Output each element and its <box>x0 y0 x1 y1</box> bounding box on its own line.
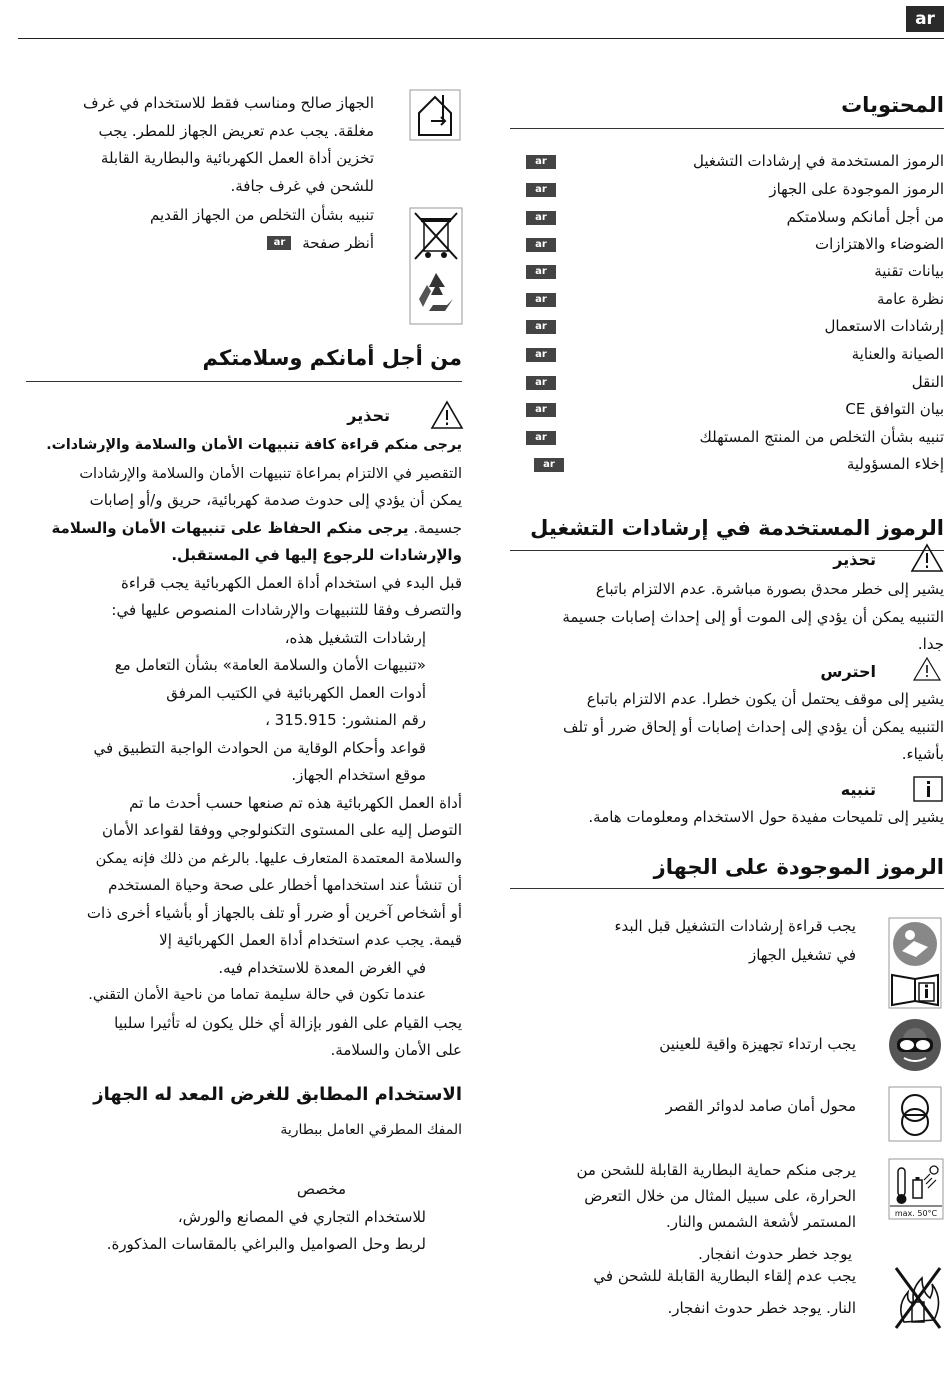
symbols-manual-title: الرموز المستخدمة في إرشادات التشغيل <box>530 516 944 540</box>
intended-use-device: المفك المطرقي العامل ببطارية <box>280 1122 462 1138</box>
toc-item[interactable]: إرشادات الاستعمال ar <box>510 317 944 343</box>
section-rule <box>510 888 944 889</box>
warning-description: يشير إلى خطر محدق بصورة مباشرة. عدم الالتزام باتباع التنبيه يمكن أن يؤدي إلى الموت أو إلى إحداث إصابات جسيمة جدا. <box>562 580 944 653</box>
indoor-use-icon <box>409 89 461 141</box>
disposal-note: تنبيه بشأن التخلص من الجهاز القديم أنظر صفحة ar <box>149 206 374 252</box>
read-manual-text: يجب قراءة إرشادات التشغيل قبل البدء في تشغيل الجهاز <box>614 917 856 964</box>
no-fire-text: يجب عدم إلقاء البطارية القابلة للشحن في النار. يوجد خطر حدوث انفجار. <box>593 1267 856 1317</box>
info-icon <box>913 776 943 802</box>
toc-item[interactable]: الصيانة والعناية ar <box>510 345 944 371</box>
toc-rule <box>510 128 944 129</box>
caution-label: احترس <box>820 662 876 681</box>
toc-item[interactable]: إخلاء المسؤولية ar <box>510 455 944 481</box>
toc-item[interactable]: بيان التوافق CE ar <box>510 400 944 426</box>
header-rule <box>18 38 944 39</box>
toc-item[interactable]: تنبيه بشأن التخلص من المنتج المستهلك ar <box>510 428 944 454</box>
toc-item[interactable]: بيانات تقنية ar <box>510 262 944 288</box>
symbols-device-title: الرموز الموجودة على الجهاز <box>653 855 944 879</box>
toc-item[interactable]: الرموز الموجودة على الجهاز ar <box>510 180 944 206</box>
recycling-disposal-icon <box>409 207 463 325</box>
toc-title: المحتويات <box>841 93 944 117</box>
warning-label: تحذير <box>833 550 876 569</box>
language-badge: ar <box>906 6 944 32</box>
table-of-contents <box>510 152 944 482</box>
toc-item[interactable]: الضوضاء والاهتزازات ar <box>510 235 944 261</box>
toc-item[interactable]: النقل ar <box>510 373 944 399</box>
safety-body: يرجى منكم قراءة كافة تنبيهات الأمان والسلامة والإرشادات. التقصير في الالتزام بمراعاة تنبيهات الأمان والسلامة والإرشادات يمكن أن يؤدي إلى حدوث صدمة كهربائية، حريق و/أو إصابات جسيمة. يرجى منكم الحفاظ على تنبيهات الأمان والسلامة والإرشادات للرجوع إليها في المستقبل. قبل البدء في استخدام أداة العمل الكهربائية يجب قراءة والتصرف وفقا للتنبيهات والإرشادات المنصوص عليها في: إرشادات التشغيل هذه، «تنبيهات الأمان والسلامة العامة» بشأن التعامل مع أدوات العمل الكهربائية في الكتيب المرفق رقم المنشور: 315.915 ، قواعد وأحكام الوقاية من الحوادث الواجبة التطبيق في موقع استخدام الجهاز. أداة العمل الكهربائية هذه تم صنعها حسب أحدث ما تم التوصل إليه على المستوى التكنولوجي ووفقا لقواعد الأمان والسلامة المعتمدة المتعارف عليها. بالرغم من ذلك فإنه يمكن أن تنشأ عند استخدامها أخطار على صحة وحياة المستخدم أو أشخاص آخرين أو ضرر أو تلف بالجهاز أو بأشياء أخرى ذات قيمة. يجب عدم استخدام أداة العمل الكهربائية إلا في الغرض المعدة للاستخدام فيه. عندما تكون في حالة سليمة تماما من ناحية الأمان التقني. يجب القيام على الفور بإزالة أي خلل يكون له تأثيرا سلبيا على الأمان والسلامة. <box>46 437 462 1059</box>
heat-warning-text: يرجى منكم حماية البطارية القابلة للشحن من الحرارة، على سبيل المثال من خلال التعرض المستمر لأشعة الشمس والنار. يوجد خطر حدوث انفجار. <box>576 1161 856 1263</box>
short-circuit-text: محول أمان صامد لدوائر القصر <box>665 1097 856 1115</box>
note-description: يشير إلى تلميحات مفيدة حول الاستخدام ومعلومات هامة. <box>588 808 944 826</box>
page-reference-badge[interactable]: ar <box>267 236 291 250</box>
section-rule <box>510 550 944 551</box>
short-circuit-transformer-icon <box>888 1086 942 1142</box>
intended-use-title: الاستخدام المطابق للغرض المعد له الجهاز <box>93 1084 462 1105</box>
eye-protection-text: يجب ارتداء تجهيزة واقية للعينين <box>659 1035 856 1053</box>
safety-title: من أجل أمانكم وسلامتكم <box>202 346 462 370</box>
toc-item[interactable]: من أجل أمانكم وسلامتكم ar <box>510 208 944 234</box>
safety-warning-label: تحذير <box>347 406 390 425</box>
warning-triangle-icon <box>430 400 464 430</box>
caution-triangle-icon <box>912 657 942 681</box>
note-label: تنبيه <box>840 780 876 799</box>
toc-item[interactable]: الرموز المستخدمة في إرشادات التشغيل ar <box>510 152 944 178</box>
eye-protection-icon <box>888 1018 942 1072</box>
warning-triangle-icon <box>910 543 944 573</box>
heat-icon-label: max. 50°C <box>894 1209 938 1218</box>
indoor-use-text: الجهاز صالح ومناسب فقط للاستخدام في غرف مغلقة. يجب عدم تعريض الجهاز للمطر. يجب تخزين أداة العمل الكهربائية والبطارية القابلة للشحن في غرف جافة. <box>83 94 374 195</box>
read-manual-icon <box>888 917 942 1009</box>
caution-description: يشير إلى موقف يحتمل أن يكون خطرا. عدم الالتزام باتباع التنبيه يمكن أن يؤدي إلى إحداث إصابات أو إلحاق ضرر أو تلف بأشياء. <box>563 690 944 763</box>
toc-item[interactable]: نظرة عامة ar <box>510 290 944 316</box>
intended-use-body: مخصص للاستخدام التجاري في المصانع والورش، لربط وحل الصواميل والبراغي بالمقاسات المذكورة. <box>106 1180 426 1253</box>
no-fire-icon <box>892 1262 944 1334</box>
section-rule <box>26 381 462 382</box>
heat-warning-icon <box>888 1158 944 1220</box>
